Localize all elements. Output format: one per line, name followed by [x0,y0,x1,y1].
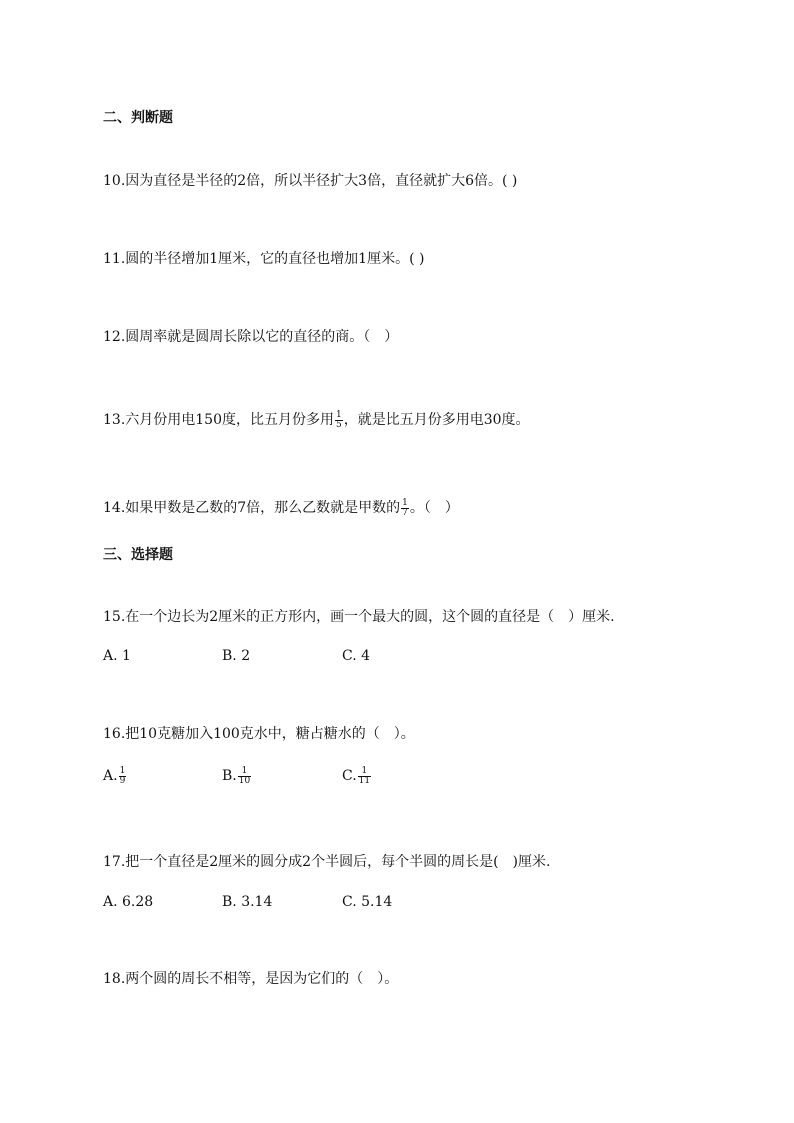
question-14 [103,498,459,518]
question-13-text-before: 13.六月份用电150度，比五月份多用 [103,412,334,428]
option-prefix: B. [222,768,237,784]
question-15-option-b: B. 2 [222,648,251,664]
section-heading-multiple-choice: 三、选择题 [103,547,173,563]
question-14-text-before: 14.如果甲数是乙数的7倍，那么乙数就是甲数的 [103,500,401,516]
fraction-numerator: 1 [336,409,342,420]
question-11: 11.圆的半径增加1厘米，它的直径也增加1厘米。( ) [103,251,425,267]
question-15: 15.在一个边长为2厘米的正方形内，画一个最大的圆，这个圆的直径是（ ）厘米. [103,609,615,625]
question-18: 18.两个圆的周长不相等，是因为它们的（ ）。 [103,971,399,987]
question-14-text-after: 。（ ） [409,500,459,516]
question-13 [103,410,530,430]
option-prefix: C. [342,768,357,784]
question-12: 12.圆周率就是圆周长除以它的直径的商。（ ） [103,329,399,345]
fraction-one-ninth [119,767,127,786]
question-17-option-c: C. 5.14 [342,894,393,910]
fraction-denominator: 5 [336,419,342,430]
fraction-numerator: 1 [358,767,371,777]
fraction-numerator: 1 [238,767,251,777]
fraction-one-seventh [401,499,409,518]
fraction-one-eleventh [358,767,371,786]
fraction-denominator: 9 [119,775,126,786]
question-16: 16.把10克糖加入100克水中，糖占糖水的（ ）。 [103,726,415,742]
fraction-denominator: 10 [238,775,251,786]
question-10: 10.因为直径是半径的2倍，所以半径扩大3倍，直径就扩大6倍。( ) [103,173,518,189]
question-13-text-after: ，就是比五月份多用电30度。 [343,412,530,428]
fraction-numerator: 1 [119,765,126,776]
fraction-one-tenth [238,767,251,786]
question-15-option-a: A. 1 [103,648,131,664]
fraction-denominator: 11 [358,775,371,786]
question-17-option-a: A. 6.28 [103,894,154,910]
question-15-option-c: C. 4 [342,648,371,664]
question-16-option-b [222,766,252,786]
fraction-one-fifth [335,411,343,430]
section-heading-true-false: 二、判断题 [103,110,173,126]
question-17-option-b: B. 3.14 [222,894,273,910]
fraction-numerator: 1 [402,497,408,508]
question-16-option-a [103,766,127,786]
question-16-option-c [342,766,372,786]
fraction-denominator: 7 [402,507,408,518]
question-17: 17.把一个直径是2厘米的圆分成2个半圆后，每个半圆的周长是( )厘米. [103,854,551,870]
option-prefix: A. [103,768,118,784]
